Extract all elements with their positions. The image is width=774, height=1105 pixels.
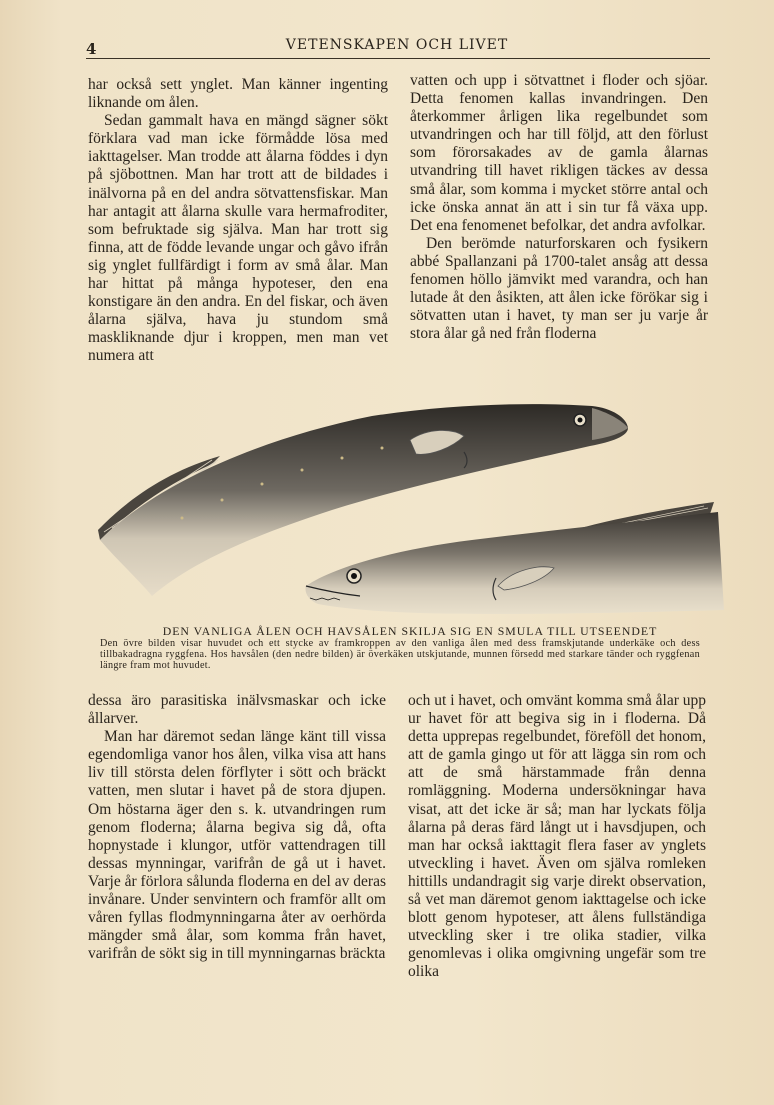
paragraph: dessa äro parasitiska inälvsmaskar och icke ållarver. — [88, 692, 386, 728]
conger-eel-body — [306, 512, 725, 614]
paragraph: och ut i havet, och omvänt komma små ålar upp ur havet för att begiva sig in i floderna. Då detta upprepas regelbundet, föreföll det honom, att de gamla gingo ut för att lägga sin rom och att de små härstammade från denna romläggning. Moderna undersökningar hava visat, att det icke är så; man har lyckats följa ålarna på deras färd långt ut i havsdjupen, och man har också iakttagit flera faser av ynglets utveckling i havet. Även om själva romleken hittills undandragit sig varje direkt observation, så vet man däremot genom iakttagelse och icke blott genom hypoteser, att ålens fullständiga utveckling sker i tre olika stadier, vilka genomlevas i olika omgivning ungefär som tre olika — [408, 692, 706, 981]
paragraph: Sedan gammalt hava en mängd sägner sökt förklara vad man icke förmådde lösa med iakttagelser. Man trodde att ålarna föddes i dyn på sjöbottnen. Man har trott att de bildades i inälvorna på en del andra sötvattensfiskar. Man har antagit att ålarna skulle vara hermafroditer, som befruktade sig själva. Man har trott sig finna, att de födde levande ungar och gåvo ifrån sig ynglet fullfärdigt i form av små ålar. Man har hittat på många hypoteser, den ena konstigare än den andra. En del fiskar, och även ålarna själva, hava ju stundom små maskliknande djur i kroppen, men man vet numera att — [88, 112, 388, 365]
eel-drawings — [92, 400, 726, 622]
page-number: 4 — [86, 40, 97, 58]
text-column-bottom-left — [88, 692, 386, 963]
header-rule — [86, 58, 710, 59]
paragraph: Man har däremot sedan länge känt till vissa egendomliga vanor hos ålen, vilka visa att hans liv till största delen förflyter i sött och bräckt vatten, men slutar i havet på de stora djupen. Om höstarna äger den s. k. utvandringen rum genom floderna; ålarna begiva sig då, ofta hopnystade i klungor, utför vattendragen till dessas mynningar, varifrån de gå ut i havet. Varje år förlora sålunda floderna en del av deras invånare. Under senvintern och framför allt om våren fyllas flodmynningarna åter av oerhörda mängder små ålar, som komma från havet, varifrån de sökt sig in till mynningarnas bräckta — [88, 728, 386, 963]
paragraph: vatten och upp i sötvattnet i floder och sjöar. Detta fenomen kallas invandringen. Den återkommer årligen lika regelbundet som utvandringen och har till följd, att den förlust som förorsakades av de gamla ålarnas utvandring till havet rikligen täckes av dessa små ålar, som komma i mycket större antal och icke önska annat än att i sin tur få växa upp. Det ena fenomenet befolkar, det andra avfolkar. — [410, 72, 708, 234]
text-column-top-right — [410, 72, 708, 343]
running-title: VETENSKAPEN OCH LIVET — [285, 37, 509, 53]
text-column-bottom-right — [408, 692, 706, 982]
page-header — [86, 36, 708, 58]
conger-eel — [306, 502, 725, 614]
figure-caption-text: Den övre bilden visar huvudet och ett stycke av framkroppen av den vanliga ålen med dess framskjutande underkäke och dess tillbakadragna ryggfena. Hos havsålen (den nedre bilden) är överkäken utskjutande, munnen försedd med starkare tänder och ryggfenan längre fram mot huvudet. — [100, 638, 700, 671]
eel-illustration — [92, 400, 726, 622]
text-column-top-left — [88, 76, 388, 366]
paragraph: har också sett ynglet. Man känner ingenting liknande om ålen. — [88, 76, 388, 112]
paragraph: Den berömde naturforskaren och fysikern abbé Spallanzani på 1700-talet ansåg att dessa fenomen höllo jämvikt med varandra, och han lutade åt den åsikten, att ålen icke förökar sig i sötvatten utan i havet, ty man ser ju varje år stora ålar gå ned från floderna — [410, 234, 708, 343]
figure-caption-title: DEN VANLIGA ÅLEN OCH HAVSÅLEN SKILJA SIG EN SMULA TILL UTSEENDET — [162, 624, 658, 638]
